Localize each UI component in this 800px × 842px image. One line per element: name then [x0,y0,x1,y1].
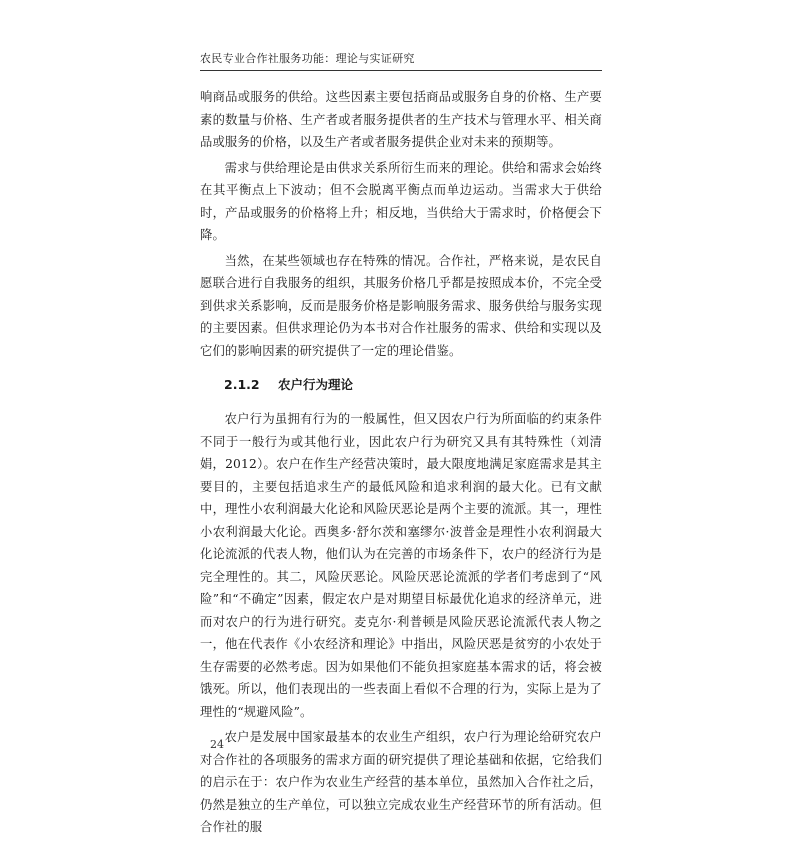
paragraph-supply-demand: 需求与供给理论是由供求关系所衍生而来的理论。供给和需求会始终在其平衡点上下波动；但不会脱离平衡点而单边运动。当需求大于供给时，产品或服务的价格将上升；相反地，当供给大于需求时，价格便会下降。 [200,160,602,242]
running-header: 农民专业合作社服务功能：理论与实证研究 [200,50,602,71]
paragraph-continuation: 响商品或服务的供给。这些因素主要包括商品或服务自身的价格、生产要素的数量与价格、生产者或者服务提供者的生产技术与管理水平、相关商品或服务的价格，以及生产者或者服务提供企业对未来的预期等。 [200,90,602,149]
paragraph-cooperative-exception: 当然，在某些领域也存在特殊的情况。合作社，严格来说，是农民自愿联合进行自我服务的组织，其服务价格几乎都是按照成本价，不完全受到供求关系影响，反而是服务价格是影响服务需求、服务供给与服务实现的主要因素。但供求理论仍为本书对合作社服务的需求、供给和实现以及它们的影响因素的研究提供了一定的理论借鉴。 [200,253,602,358]
section-title: 农户行为理论 [277,377,353,392]
paragraph-farmer-behavior: 农户行为虽拥有行为的一般属性，但又因农户行为所面临的约束条件不同于一般行为或其他行业，因此农户行为研究又具有其特殊性（刘清娟，2012）。农户在作生产经营决策时，最大限度地满足家庭需求是其主要目的，主要包括追求生产的最低风险和追求利润的最大化。已有文献中，理性小农利润最大化论和风险厌恶论是两个主要的流派。其一，理性小农利润最大化论。西奥多·舒尔茨和塞缪尔·波普金是理性小农利润最大化论流派的代表人物，他们认为在完善的市场条件下，农户的经济行为是完全理性的。其二，风险厌恶论。风险厌恶论流派的学者们考虑到了“风险”和“不确定”因素，假定农户是对期望目标最优化追求的经济单元，进而对农户的行为进行研究。麦克尔·利普顿是风险厌恶论流派代表人物之一，他在代表作《小农经济和理论》中指出，风险厌恶是贫穷的小农处于生存需要的必然考虑。因为如果他们不能负担家庭基本需求的话，将会被饿死。所以，他们表现出的一些表面上看似不合理的行为，实际上是为了理性的“规避风险”。 [200,412,602,719]
page-body [200,86,602,842]
section-number: 2.1.2 [224,377,260,392]
paragraph-farmer-implication: 农户是发展中国家最基本的农业生产组织，农户行为理论给研究农户对合作社的各项服务的需求方面的研究提供了理论基础和依据，它给我们的启示在于：农户作为农业生产经营的基本单位，虽然加入合作社之后，仍然是独立的生产单位，可以独立完成农业生产经营环节的所有活动。但合作社的服 [200,730,602,834]
page-number: 24 [210,738,224,751]
section-heading [224,376,602,394]
